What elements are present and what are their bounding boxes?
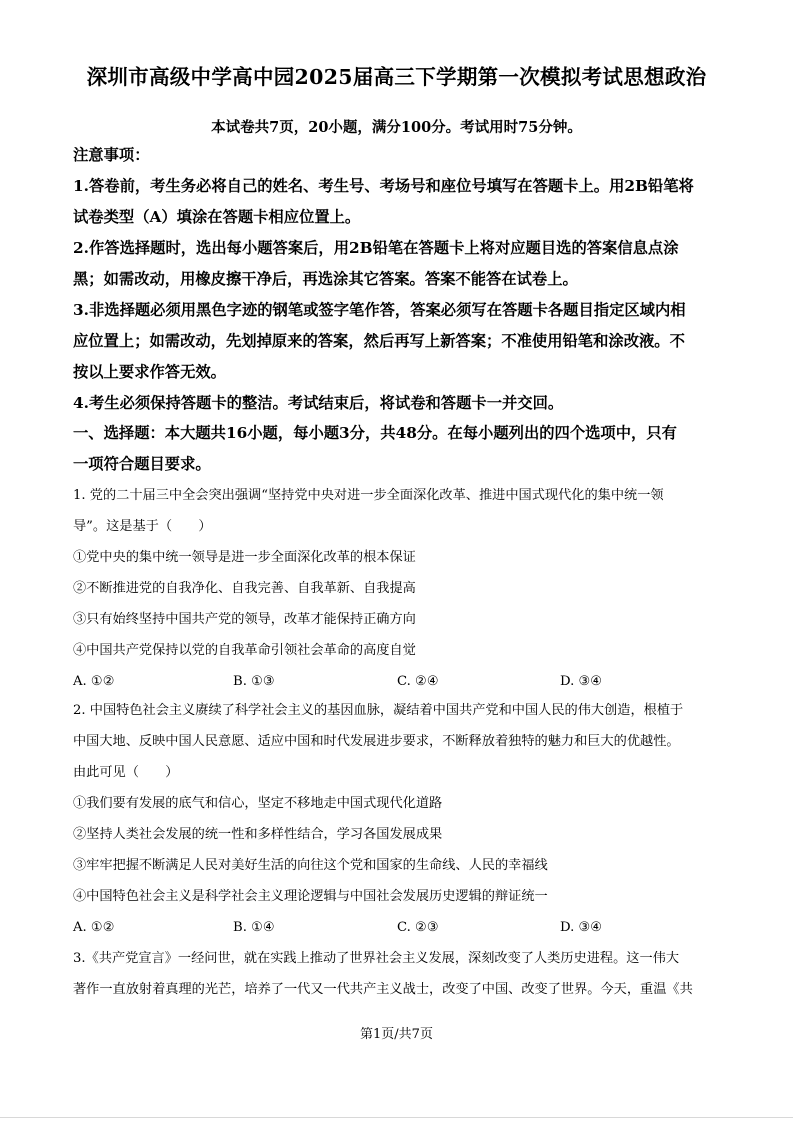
instruction-line: 2.作答选择题时，选出每小题答案后，用2B铅笔在答题卡上将对应题目选的答案信息点涂 (73, 239, 679, 257)
statement-item: ④中国特色社会主义是科学社会主义理论逻辑与中国社会发展历史逻辑的辩证统一 (73, 889, 548, 904)
question-stem: 2. 中国特色社会主义赓续了科学社会主义的基因血脉，凝结着中国共产党和中国人民的伟大创造，根植于 (73, 703, 684, 718)
answer-options (73, 912, 723, 943)
section-heading (73, 418, 723, 480)
statement-item: ①党中央的集中统一领导是进一步全面深化改革的根本保证 (73, 550, 416, 565)
section-heading-line: 一、选择题：本大题共16小题，每小题3分，共48分。在每小题列出的四个选项中，只有 (73, 424, 677, 442)
question-2 (73, 695, 723, 943)
instructions (73, 140, 723, 419)
option-c: C. ②③ (397, 920, 439, 935)
option-b: B. ①③ (233, 674, 275, 689)
instructions-heading: 注意事项： (73, 146, 150, 164)
instruction-line: 黑；如需改动，用橡皮擦干净后，再选涂其它答案。答案不能答在试卷上。 (73, 270, 578, 288)
statement-item: ③牢牢把握不断满足人民对美好生活的向往这个党和国家的生命线、人民的幸福线 (73, 858, 548, 873)
section-heading-line: 一项符合题目要求。 (73, 455, 211, 473)
page-bottom-divider (0, 1117, 793, 1118)
statement-item: ①我们要有发展的底气和信心，坚定不移地走中国式现代化道路 (73, 796, 443, 811)
statement-item: ④中国共产党保持以党的自我革命引领社会革命的高度自觉 (73, 643, 416, 658)
question-stem: 由此可见（ ） (73, 765, 179, 780)
question-stem: 中国大地、反映中国人民意愿、适应中国和时代发展进步要求，不断释放着独特的魅力和巨大的优越性。 (73, 734, 680, 749)
option-d: D. ③④ (560, 674, 603, 689)
exam-subtitle: 本试卷共7页，20小题，满分100分。考试用时75分钟。 (211, 119, 582, 136)
instruction-line: 4.考生必须保持答题卡的整洁。考试结束后，将试卷和答题卡一并交回。 (73, 394, 564, 412)
instruction-line: 1.答卷前，考生务必将自己的姓名、考生号、考场号和座位号填写在答题卡上。用2B铅笔将 (73, 177, 694, 195)
question-stem: 著作一直放射着真理的光芒，培养了一代又一代共产主义战士，改变了中国、改变了世界。今天，重温《共 (73, 982, 693, 997)
question-1 (73, 480, 723, 697)
option-c: C. ②④ (397, 674, 439, 689)
option-a: A. ①② (73, 674, 115, 689)
option-a: A. ①② (73, 920, 115, 935)
question-stem: 导”。这是基于（ ） (73, 519, 212, 534)
question-3 (73, 943, 723, 1005)
page-number: 第1页/共7页 (360, 1027, 433, 1042)
statement-item: ③只有始终坚持中国共产党的领导，改革才能保持正确方向 (73, 612, 416, 627)
option-b: B. ①④ (233, 920, 275, 935)
statement-item: ②不断推进党的自我净化、自我完善、自我革新、自我提高 (73, 581, 416, 596)
question-stem: 1. 党的二十届三中全会突出强调“坚持党中央对进一步全面深化改革、推进中国式现代化的集中统一领 (73, 488, 664, 503)
instruction-line: 3.非选择题必须用黑色字迹的钢笔或签字笔作答，答案必须写在答题卡各题目指定区域内相 (73, 301, 686, 319)
statement-item: ②坚持人类社会发展的统一性和多样性结合，学习各国发展成果 (73, 827, 443, 842)
exam-title: 深圳市高级中学高中园2025届高三下学期第一次模拟考试思想政治 (86, 65, 707, 89)
question-stem: 3.《共产党宣言》一经问世，就在实践上推动了世界社会主义发展，深刻改变了人类历史进程。这一伟大 (73, 951, 680, 966)
option-d: D. ③④ (560, 920, 603, 935)
answer-options (73, 666, 723, 697)
instruction-line: 试卷类型（A）填涂在答题卡相应位置上。 (73, 208, 361, 226)
instruction-line: 按以上要求作答无效。 (73, 363, 226, 381)
instruction-line: 应位置上；如需改动，先划掉原来的答案，然后再写上新答案；不准使用铅笔和涂改液。不 (73, 332, 685, 350)
